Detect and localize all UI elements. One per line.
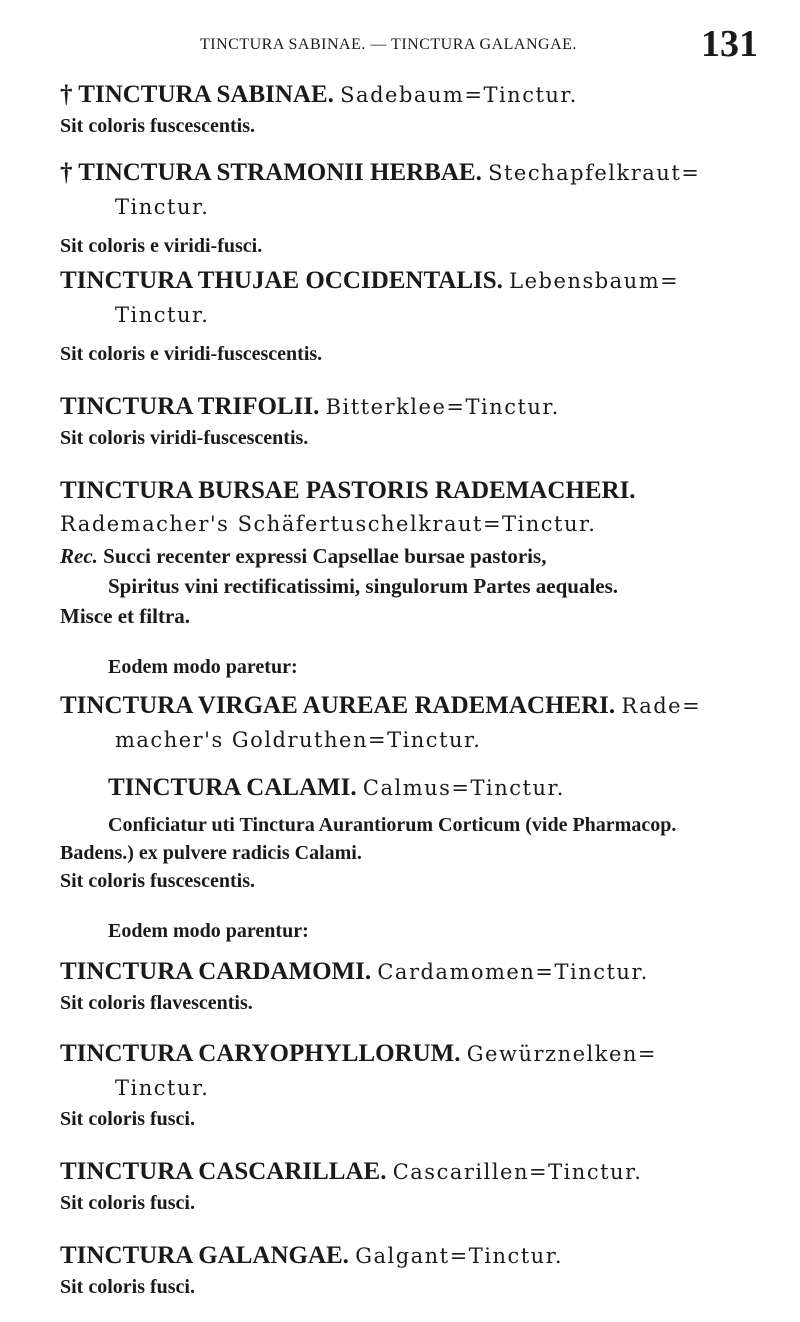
entry-german-name: Bitterklee=Tinctur. (325, 395, 560, 419)
entry-tinctura-bursae-pastoris (60, 474, 772, 631)
entry-title: TINCTURA CARYOPHYLLORUM. (60, 1040, 461, 1067)
entry-tinctura-thujae (60, 264, 772, 368)
entry-tinctura-cascarillae (60, 1155, 772, 1217)
entry-german-name: Stechapfelkraut= (488, 161, 701, 185)
entry-german-name: Lebensbaum= (509, 269, 680, 293)
entry-german-name-cont: Tinctur. (115, 195, 210, 219)
entry-description: Sit coloris e viridi-fusci. (60, 235, 263, 257)
entry-tinctura-caryophyllorum (60, 1037, 772, 1133)
entry-description: Sit coloris fusci. (60, 1108, 195, 1130)
entry-heading (60, 156, 772, 190)
entry-german-name-cont: Tinctur. (115, 1076, 210, 1100)
entry-tinctura-cardamomi (60, 955, 772, 1017)
entry-tinctura-virgae-aureae (60, 689, 772, 757)
entry-description: Sit coloris viridi-fuscescentis. (60, 427, 309, 449)
recipe-line (60, 541, 772, 571)
recipe-instruction: Misce et filtra. (60, 604, 191, 628)
entry-title: TINCTURA TRIFOLII. (60, 393, 320, 420)
entry-german-name: Rade= (621, 694, 702, 718)
running-title: TINCTURA SABINAE. — TINCTURA GALANGAE. (200, 36, 577, 53)
entry-german-name: Cascarillen=Tinctur. (392, 1160, 643, 1184)
entry-description: Sit coloris fusci. (60, 1276, 195, 1298)
entry-tinctura-sabinae (60, 78, 772, 140)
entry-description: Sit coloris fuscescentis. (60, 870, 255, 892)
entry-description: Sit coloris fusci. (60, 1192, 195, 1214)
entry-description: Sit coloris e viridi-fuscescentis. (60, 343, 323, 365)
entry-title: TINCTURA BURSAE PASTORIS RADEMACHERI. (60, 477, 636, 504)
entry-description: Sit coloris flavescentis. (60, 992, 253, 1014)
entry-heading (60, 689, 772, 723)
entry-heading-continued (60, 1071, 772, 1105)
entry-german-name: Sadebaum=Tinctur. (340, 83, 578, 107)
entry-title: † TINCTURA SABINAE. (60, 81, 334, 108)
recipe-ingredient: Succi recenter expressi Capsellae bursae pastoris, (103, 544, 547, 568)
recipe-label: Rec. (60, 544, 98, 568)
entry-title: TINCTURA CALAMI. (108, 774, 357, 801)
entry-heading (60, 474, 772, 507)
entry-title: † TINCTURA STRAMONII HERBAE. (60, 159, 482, 186)
entry-german-name: Gewürznelken= (466, 1042, 658, 1066)
entry-description: Sit coloris fuscescentis. (60, 115, 255, 137)
entry-paragraph (60, 811, 772, 839)
recipe-line (60, 571, 772, 601)
page-body (60, 78, 772, 1301)
entry-heading-continued (60, 507, 772, 541)
entry-german-name-cont: Tinctur. (115, 303, 210, 327)
entry-german-name: Calmus=Tinctur. (362, 776, 565, 800)
recipe-ingredient: Spiritus vini rectificatissimi, singulorum Partes aequales. (108, 574, 619, 598)
entry-heading (60, 1155, 772, 1189)
entry-german-name-cont: macher's Goldruthen=Tinctur. (115, 728, 482, 752)
page-header (60, 10, 760, 70)
entry-heading (60, 390, 772, 424)
entry-tinctura-stramonii (60, 156, 772, 260)
recipe-line (60, 601, 772, 631)
entry-heading (60, 771, 772, 805)
entry-title: TINCTURA CASCARILLAE. (60, 1158, 387, 1185)
entry-title: TINCTURA VIRGAE AUREAE RADEMACHERI. (60, 692, 616, 719)
entry-title: TINCTURA GALANGAE. (60, 1242, 349, 1269)
entry-heading-continued (60, 723, 772, 757)
paragraph-line: Badens.) ex pulvere radicis Calami. (60, 842, 362, 864)
entry-heading-continued (60, 298, 772, 332)
entry-heading (60, 264, 772, 298)
entry-title: TINCTURA CARDAMOMI. (60, 958, 372, 985)
entry-heading (60, 78, 772, 112)
entry-heading (60, 1239, 772, 1273)
entry-german-name: Cardamomen=Tinctur. (377, 960, 649, 984)
entry-tinctura-galangae (60, 1239, 772, 1301)
entry-german-name: Rademacher's Schäfertuschelkraut=Tinctur. (60, 512, 597, 536)
paragraph-line: Conficiatur uti Tinctura Aurantiorum Corticum (vide Pharmacop. (108, 814, 677, 836)
eodem-modo-note: Eodem modo parentur: (108, 920, 309, 942)
entry-tinctura-trifolii (60, 390, 772, 452)
entry-german-name: Galgant=Tinctur. (355, 1244, 564, 1268)
entry-title: TINCTURA THUJAE OCCIDENTALIS. (60, 267, 503, 294)
eodem-modo-note: Eodem modo paretur: (108, 656, 298, 678)
entry-tinctura-calami (60, 771, 772, 895)
entry-heading (60, 955, 772, 989)
entry-heading-continued (60, 190, 772, 224)
page-number: 131 (701, 23, 758, 65)
entry-heading (60, 1037, 772, 1071)
